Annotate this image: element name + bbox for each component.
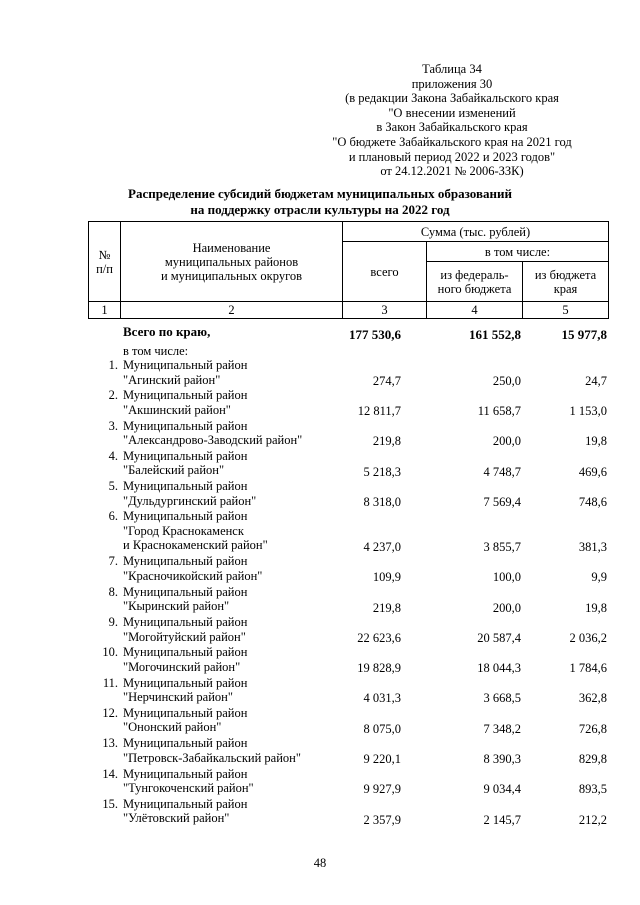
district-name bbox=[123, 419, 363, 448]
table-row bbox=[88, 479, 608, 509]
total-federal: 161 552,8 bbox=[469, 326, 521, 342]
table-body bbox=[88, 325, 608, 827]
value-federal: 4 748,7 bbox=[483, 464, 521, 479]
value-regional: 829,8 bbox=[578, 752, 607, 767]
value-regional: 9,9 bbox=[591, 570, 607, 585]
value-federal: 250,0 bbox=[492, 373, 521, 388]
value-regional: 748,6 bbox=[578, 494, 607, 509]
district-name-line: Муниципальный район bbox=[123, 388, 248, 403]
table-row bbox=[88, 615, 608, 645]
value-regional: 2 036,2 bbox=[569, 630, 607, 645]
table-row bbox=[88, 419, 608, 449]
value-total: 19 828,9 bbox=[357, 661, 401, 676]
district-name-line: Муниципальный район bbox=[123, 766, 248, 781]
table-row bbox=[88, 358, 608, 388]
row-number: 1. bbox=[108, 358, 118, 372]
district-name bbox=[123, 585, 363, 614]
district-name-line: Муниципальный район bbox=[123, 584, 248, 599]
table-row bbox=[88, 645, 608, 675]
value-federal: 18 044,3 bbox=[477, 661, 521, 676]
row-number: 4. bbox=[108, 448, 118, 463]
row-number: 2. bbox=[108, 388, 118, 403]
page-number: 48 bbox=[313, 856, 327, 870]
district-name-line: "Могочинский район" bbox=[123, 659, 241, 674]
district-name-line: Муниципальный район bbox=[123, 418, 248, 433]
district-name bbox=[123, 676, 363, 705]
district-name-line: "Кыринский район" bbox=[123, 599, 230, 614]
column-index: 3 bbox=[343, 302, 427, 319]
row-number: 14. bbox=[102, 766, 118, 781]
district-name-line: "Александрово-Заводский район" bbox=[123, 433, 303, 448]
district-name-line: Муниципальный район bbox=[123, 645, 248, 660]
district-name-line: и Краснокаменский район" bbox=[123, 538, 268, 553]
header-line: от 24.12.2021 № 2006-ЗЗК) bbox=[380, 164, 524, 179]
row-number: 6. bbox=[108, 509, 118, 524]
district-name-line: "Балейский район" bbox=[123, 463, 225, 478]
value-regional: 362,8 bbox=[578, 691, 607, 706]
value-total: 8 075,0 bbox=[363, 721, 401, 736]
district-name bbox=[123, 449, 363, 478]
total-value: 177 530,6 bbox=[349, 326, 401, 342]
table-row bbox=[88, 706, 608, 736]
value-total: 2 357,9 bbox=[363, 812, 401, 827]
table-row bbox=[88, 676, 608, 706]
district-name-line: Муниципальный район bbox=[123, 554, 248, 569]
district-name bbox=[123, 767, 363, 796]
header-line: (в редакции Закона Забайкальского края bbox=[345, 91, 559, 106]
district-name bbox=[123, 479, 363, 508]
value-federal: 11 658,7 bbox=[477, 404, 521, 419]
page-title bbox=[80, 186, 560, 218]
header-line: приложения 30 bbox=[411, 76, 493, 91]
value-federal: 8 390,3 bbox=[483, 752, 521, 767]
value-federal: 200,0 bbox=[492, 600, 521, 615]
value-regional: 726,8 bbox=[578, 721, 607, 736]
value-regional: 19,8 bbox=[585, 600, 607, 615]
total-regional: 15 977,8 bbox=[561, 326, 607, 342]
district-name bbox=[123, 615, 363, 644]
value-federal: 3 668,5 bbox=[483, 691, 521, 706]
value-federal: 9 034,4 bbox=[483, 782, 521, 797]
total-label: Всего по краю, bbox=[123, 324, 211, 339]
title-line-2: на поддержку отрасли культуры на 2022 год bbox=[190, 202, 450, 217]
column-index: 1 bbox=[89, 302, 121, 319]
district-name-line: "Ононский район" bbox=[123, 720, 222, 735]
value-total: 22 623,6 bbox=[357, 630, 401, 645]
table-row bbox=[88, 767, 608, 797]
value-total: 274,7 bbox=[372, 373, 401, 388]
value-total: 5 218,3 bbox=[363, 464, 401, 479]
district-name-line: Муниципальный район bbox=[123, 615, 248, 630]
district-name-line: "Петровск-Забайкальский район" bbox=[123, 750, 301, 765]
value-federal: 3 855,7 bbox=[483, 539, 521, 554]
value-federal: 7 569,4 bbox=[483, 494, 521, 509]
value-regional: 1 153,0 bbox=[569, 404, 607, 419]
district-name-line: "Акшинский район" bbox=[123, 402, 231, 417]
row-number: 15. bbox=[102, 796, 118, 811]
district-name-line: Муниципальный район bbox=[123, 796, 248, 811]
district-name bbox=[123, 706, 363, 735]
table-row bbox=[88, 797, 608, 827]
table-row bbox=[88, 736, 608, 766]
district-name bbox=[123, 645, 363, 674]
row-number: 3. bbox=[108, 418, 118, 433]
value-total: 4 031,3 bbox=[363, 691, 401, 706]
value-regional: 893,5 bbox=[578, 782, 607, 797]
district-name-line: Муниципальный район bbox=[123, 736, 248, 751]
table-row bbox=[88, 554, 608, 584]
district-name-line: "Могойтуйский район" bbox=[123, 629, 246, 644]
district-name bbox=[123, 358, 363, 387]
table-row bbox=[88, 585, 608, 615]
value-regional: 381,3 bbox=[578, 539, 607, 554]
value-total: 12 811,7 bbox=[357, 404, 401, 419]
value-total: 9 927,9 bbox=[363, 782, 401, 797]
value-total: 4 237,0 bbox=[363, 539, 401, 554]
header-cell-regional: из бюджета края bbox=[523, 262, 609, 302]
value-total: 219,8 bbox=[372, 434, 401, 449]
header-cell-number: № п/п bbox=[89, 222, 121, 302]
including-label: в том числе: bbox=[123, 344, 189, 358]
value-regional: 469,6 bbox=[578, 464, 607, 479]
district-name-line: "Агинский район" bbox=[123, 372, 221, 387]
total-row bbox=[88, 325, 608, 344]
district-name-line: "Дульдургинский район" bbox=[123, 493, 257, 508]
table-row bbox=[88, 388, 608, 418]
value-federal: 100,0 bbox=[492, 570, 521, 585]
column-index: 2 bbox=[121, 302, 343, 319]
district-name bbox=[123, 554, 363, 583]
value-total: 9 220,1 bbox=[363, 752, 401, 767]
row-number: 10. bbox=[102, 645, 118, 660]
header-cell-total: всего bbox=[343, 242, 427, 302]
header-cell-name: Наименование муниципальных районов и муниципальных округов bbox=[121, 222, 343, 302]
header-line: "О внесении изменений bbox=[388, 105, 516, 120]
value-regional: 24,7 bbox=[585, 373, 607, 388]
district-name-line: "Нерчинский район" bbox=[123, 690, 233, 705]
value-regional: 19,8 bbox=[585, 434, 607, 449]
value-regional: 1 784,6 bbox=[569, 661, 607, 676]
header-cell-sum: Сумма (тыс. рублей) bbox=[343, 222, 609, 242]
row-number: 5. bbox=[108, 479, 118, 494]
table-row bbox=[88, 509, 608, 554]
district-name-line: "Тунгокоченский район" bbox=[123, 781, 254, 796]
title-line-1: Распределение субсидий бюджетам муниципальных образований bbox=[128, 186, 512, 201]
header-cell-including: в том числе: bbox=[427, 242, 609, 262]
district-name-line: Муниципальный район bbox=[123, 509, 248, 524]
value-total: 8 318,0 bbox=[363, 494, 401, 509]
district-name bbox=[123, 797, 363, 826]
district-name-line: "Город Краснокаменск bbox=[123, 523, 244, 538]
district-name-line: "Красночикойский район" bbox=[123, 568, 263, 583]
row-number: 11. bbox=[102, 675, 118, 690]
district-name-line: "Улётовский район" bbox=[123, 811, 230, 826]
district-name-line: Муниципальный район bbox=[123, 705, 248, 720]
district-name-line: Муниципальный район bbox=[123, 675, 248, 690]
value-federal: 20 587,4 bbox=[477, 630, 521, 645]
row-number: 9. bbox=[108, 615, 118, 630]
district-name bbox=[123, 736, 363, 765]
row-number: 12. bbox=[102, 705, 118, 720]
value-federal: 2 145,7 bbox=[483, 812, 521, 827]
value-total: 109,9 bbox=[372, 570, 401, 585]
district-name bbox=[123, 509, 363, 553]
header-line: "О бюджете Забайкальского края на 2021 год bbox=[332, 134, 572, 149]
column-index: 4 bbox=[427, 302, 523, 319]
district-name-line: Муниципальный район bbox=[123, 358, 248, 372]
district-rows bbox=[88, 358, 608, 827]
row-number: 7. bbox=[108, 554, 118, 569]
header-line: и плановый период 2022 и 2023 годов" bbox=[348, 149, 556, 164]
header-line: Таблица 34 bbox=[422, 62, 482, 76]
value-federal: 7 348,2 bbox=[483, 721, 521, 736]
table-row bbox=[88, 449, 608, 479]
table-header bbox=[88, 221, 609, 319]
district-name-line: Муниципальный район bbox=[123, 448, 248, 463]
appendix-header bbox=[302, 62, 602, 179]
district-name-line: Муниципальный район bbox=[123, 479, 248, 494]
header-cell-federal: из федераль- ного бюджета bbox=[427, 262, 523, 302]
header-line: в Закон Забайкальского края bbox=[376, 120, 528, 135]
value-federal: 200,0 bbox=[492, 434, 521, 449]
value-regional: 212,2 bbox=[578, 812, 607, 827]
row-number: 13. bbox=[102, 736, 118, 751]
district-name bbox=[123, 388, 363, 417]
value-total: 219,8 bbox=[372, 600, 401, 615]
column-index: 5 bbox=[523, 302, 609, 319]
row-number: 8. bbox=[108, 584, 118, 599]
